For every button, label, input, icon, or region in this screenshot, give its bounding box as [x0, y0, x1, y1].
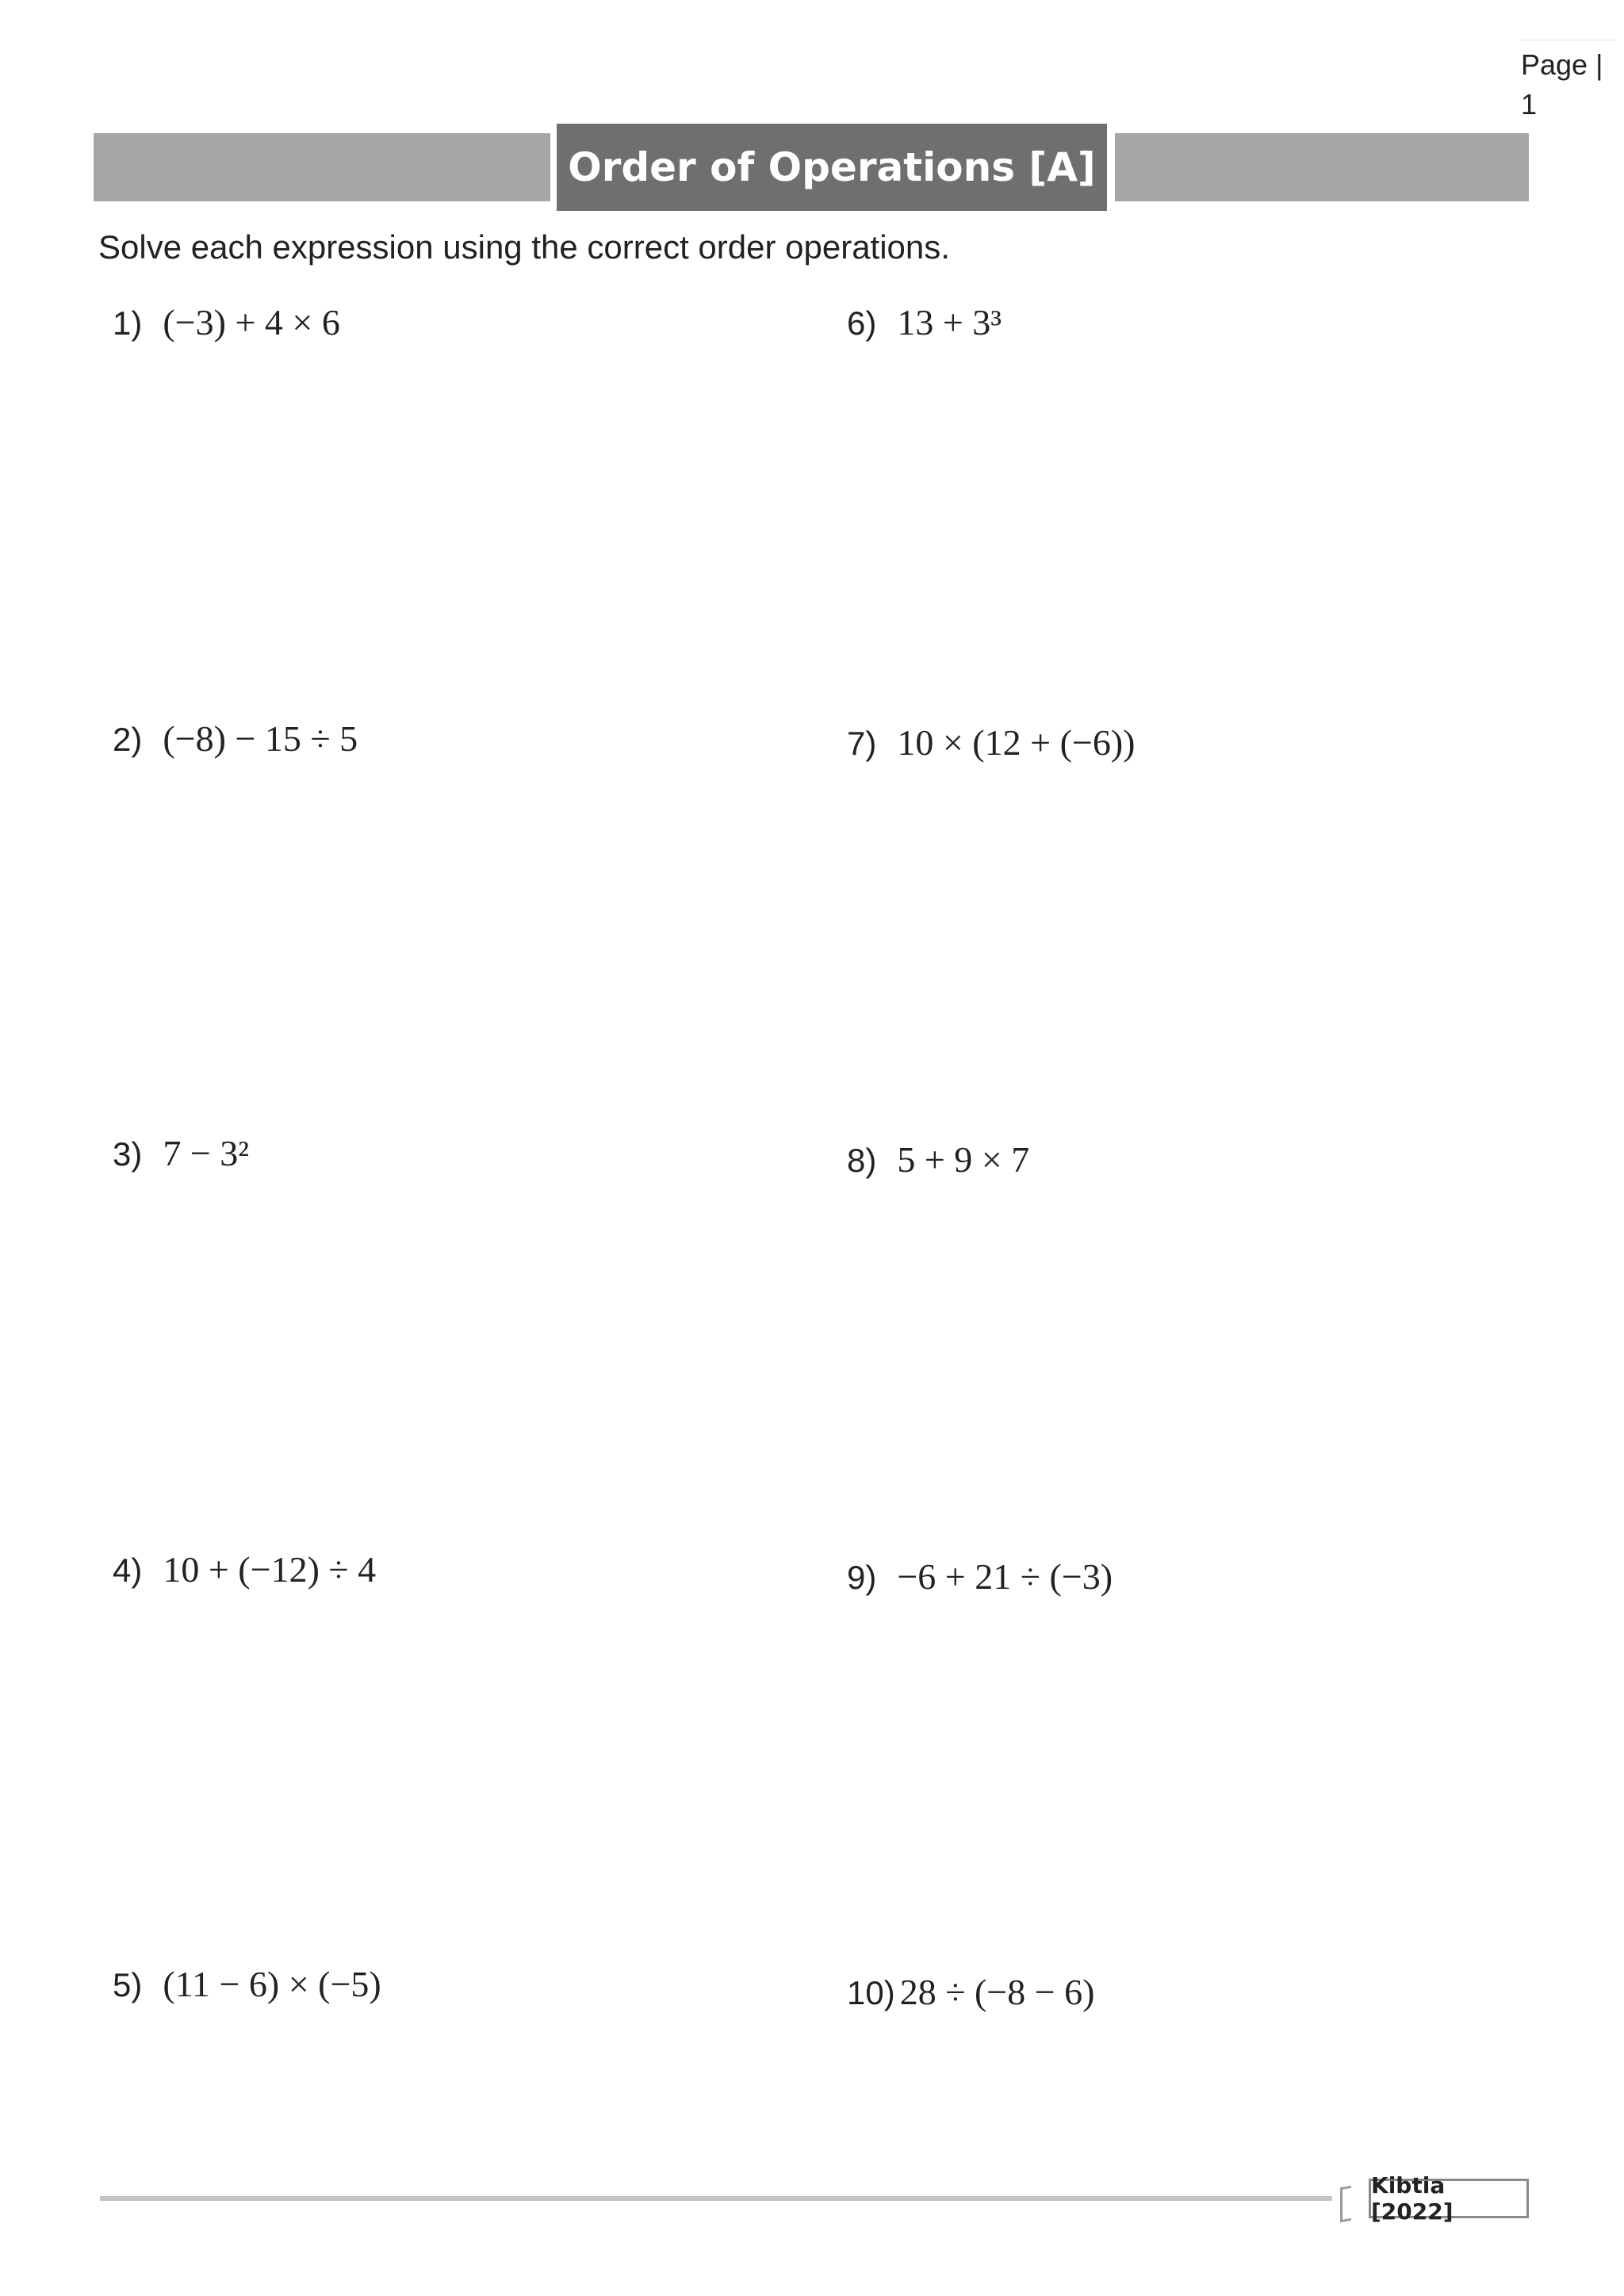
problem-expression: (11 − 6) × (−5)	[163, 1964, 381, 2004]
page-number: Page | 1	[1521, 40, 1616, 124]
problem-5	[113, 1963, 381, 2005]
problem-2	[113, 718, 358, 760]
problem-number: 1)	[113, 304, 143, 342]
problem-number: 10)	[847, 1974, 895, 2011]
problem-number: 6)	[847, 304, 877, 342]
worksheet-title: Order of Operations [A]	[557, 124, 1107, 211]
problem-number: 9)	[847, 1559, 877, 1596]
problem-3	[113, 1132, 249, 1174]
problem-expression: 13 + 3³	[897, 302, 1002, 342]
problem-number: 2)	[113, 721, 143, 758]
problem-number: 8)	[847, 1142, 877, 1179]
problem-1	[113, 301, 340, 343]
problem-8	[847, 1138, 1029, 1181]
problem-expression: (−3) + 4 × 6	[163, 302, 340, 342]
problem-10	[847, 1971, 1094, 2013]
title-bar-left	[94, 133, 550, 201]
footer-divider	[100, 2196, 1332, 2201]
problem-expression: 28 ÷ (−8 − 6)	[899, 1972, 1095, 2012]
problem-expression: 10 × (12 + (−6))	[897, 722, 1136, 763]
footer-tab-decoration	[1340, 2186, 1351, 2222]
problem-expression: 5 + 9 × 7	[897, 1139, 1030, 1180]
problem-4	[113, 1548, 376, 1590]
problem-expression: −6 + 21 ÷ (−3)	[897, 1556, 1113, 1597]
problem-expression: 10 + (−12) ÷ 4	[163, 1549, 377, 1590]
problem-number: 5)	[113, 1966, 143, 2003]
problem-9	[847, 1556, 1113, 1598]
problem-expression: (−8) − 15 ÷ 5	[163, 718, 358, 759]
instructions: Solve each expression using the correct order operations.	[98, 228, 950, 266]
problem-7	[847, 721, 1135, 763]
problem-number: 3)	[113, 1135, 143, 1173]
problem-number: 4)	[113, 1552, 143, 1589]
footer-credit: Kibtia [2022]	[1369, 2179, 1529, 2218]
problem-number: 7)	[847, 725, 877, 762]
title-bar-right	[1115, 133, 1529, 201]
problem-6	[847, 301, 1002, 343]
problem-expression: 7 − 3²	[163, 1133, 250, 1173]
